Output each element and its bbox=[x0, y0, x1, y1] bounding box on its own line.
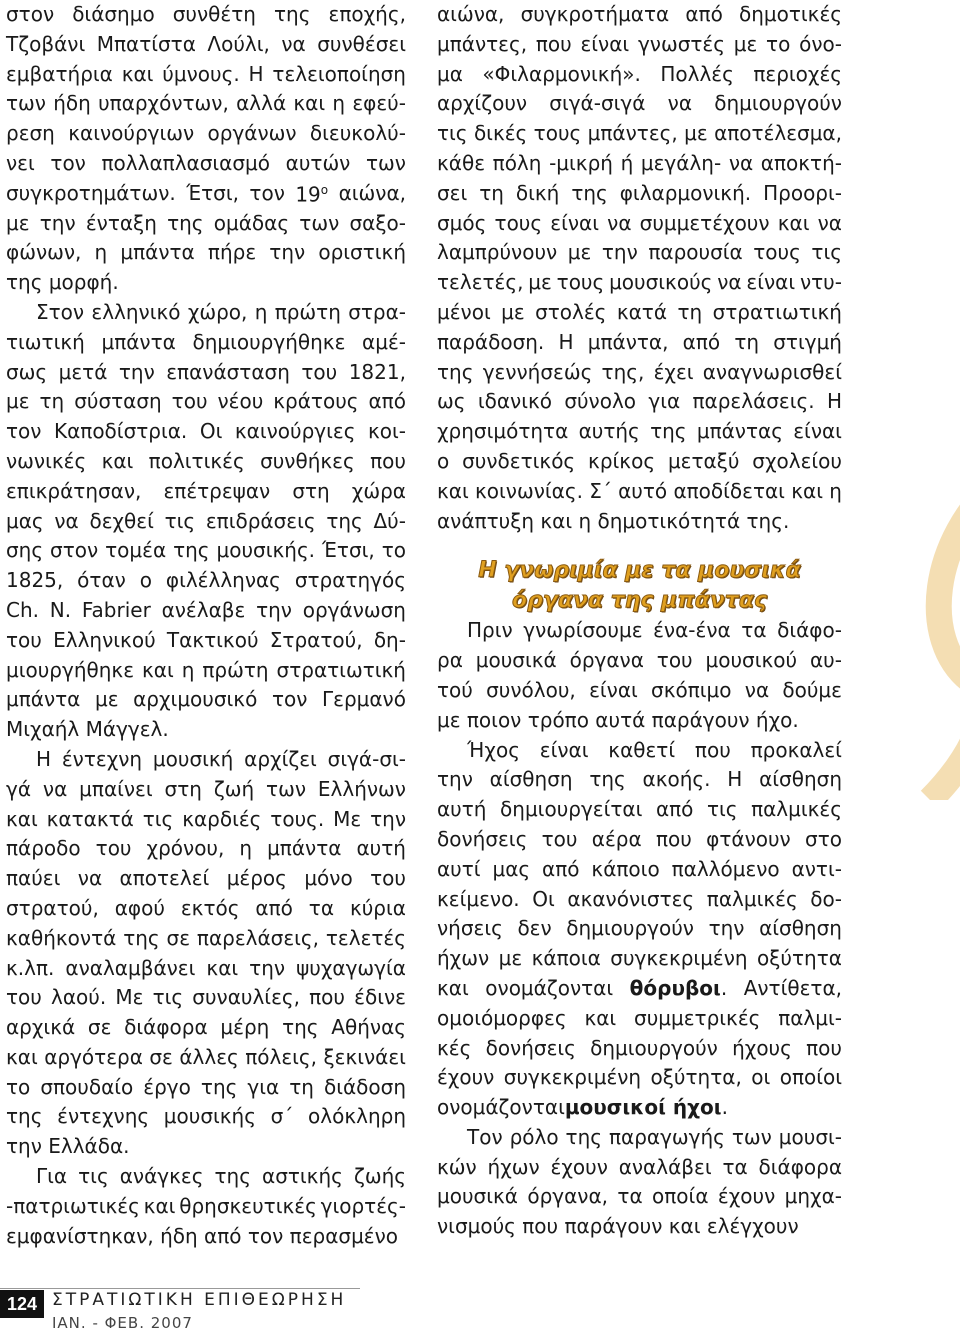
right-column-bottom-line: νήσεις δεν δημιουργούν την αίσθηση bbox=[437, 916, 842, 941]
right-column-top-line: αιώνα, συγκροτήματα από δημοτικές bbox=[437, 2, 842, 26]
left-column-line: αρχικά σε διάφορα μέρη της Αθήνας bbox=[6, 1015, 406, 1040]
left-text-column bbox=[6, 0, 406, 1251]
left-column-line: πάροδο του χρόνου, η μπάντα αυτή bbox=[6, 836, 406, 861]
left-column-line: σως μετά την επανάσταση του 1821, bbox=[6, 359, 406, 384]
left-column-line: του Ελληνικού Τακτικού Στρατού, δη- bbox=[6, 627, 406, 652]
left-column-line: ρεση καινούργιων οργάνων διευκολύ- bbox=[6, 121, 406, 146]
left-column-line: Στον ελληνικό χώρο, η πρώτη στρα- bbox=[36, 299, 406, 324]
left-column-line: εμβατήρια και ύμνους. Η τελειοποίηση bbox=[6, 61, 406, 86]
left-column-line: τον Καποδίστρια. Οι καινούργιες κοι- bbox=[6, 419, 406, 444]
right-column-bottom-line: αυτή δημιουργείται από τις παλμικές bbox=[437, 797, 842, 822]
right-column-top-line: αρχίζουν σιγά-σιγά να δημιουργούν bbox=[437, 91, 842, 116]
right-column-bottom-line: νισμούς που παράγουν και ελέγχουν bbox=[437, 1214, 799, 1239]
right-column-top-line: ως ιδανικό σύνολο για παρελάσεις. Η bbox=[437, 389, 842, 414]
left-column-line: μας να δεχθεί τις επιδράσεις της Δύ- bbox=[6, 508, 406, 533]
left-column-line: των ήδη υπαρχόντων, αλλά και η εφεύ- bbox=[6, 91, 406, 116]
left-column-line: στρατού, αφού εκτός από τα κύρια bbox=[6, 895, 406, 920]
right-column-top-line: τις δικές τους μπάντες, με αποτέλεσμα, bbox=[437, 121, 842, 146]
magazine-title: ΣΤΡΑΤΙΩΤΙΚΗ ΕΠΙΘΕΩΡΗΣΗ bbox=[52, 1290, 347, 1310]
left-column-line: φώνων, η μπάντα πήρε την οριστική bbox=[6, 240, 406, 265]
left-column-line: Μιχαήλ Μάγγελ. bbox=[6, 717, 169, 742]
left-column-line: νει τον πολλαπλασιασμό αυτών των bbox=[6, 150, 406, 175]
right-column-bottom-line: κές δονήσεις δημιουργούν ήχους που bbox=[437, 1035, 842, 1060]
decorative-swirl-graphic bbox=[910, 480, 960, 800]
left-column-line: νωνικές και πολιτικές συνθήκες που bbox=[6, 448, 406, 473]
right-column-top-line: χρησιμότητα αυτής της μπάντας είναι bbox=[437, 419, 842, 444]
right-column-top-line: ο συνδετικός κρίκος μεταξύ σχολείου bbox=[437, 448, 842, 473]
left-column-line: Η έντεχνη μουσική αρχίζει σιγά-σι- bbox=[36, 746, 406, 771]
right-column-bottom-line: κών ήχων έχουν αναλάβει τα διάφορα bbox=[437, 1154, 842, 1179]
left-column-line: επικράτησαν, επέτρεψαν στη χώρα bbox=[6, 478, 406, 503]
right-column-bottom-line: αυτί μας από κάποιο παλλόμενο αντι- bbox=[437, 856, 842, 881]
right-column-bottom-line: με ποιον τρόπο αυτά παράγουν ήχο. bbox=[437, 707, 799, 732]
left-column-line: με τη σύσταση του νέου κράτους από bbox=[6, 389, 406, 414]
right-column-top-line: ανάπτυξη και η δημοτικότητά της. bbox=[437, 508, 790, 533]
left-column-line: σης στον τομέα της μουσικής. Έτσι, το bbox=[6, 538, 406, 563]
right-text-column bbox=[437, 0, 842, 1242]
left-column-line: Για τις ανάγκες της αστικής ζωής bbox=[36, 1164, 406, 1189]
left-column-line: παύει να αποτελεί μέρος μόνο του bbox=[6, 866, 406, 891]
left-column-line: γά να μπαίνει στη ζωή των Ελλήνων bbox=[6, 776, 406, 801]
left-column-line: τιωτική μπάντα δημιουργήθηκε αμέ- bbox=[6, 329, 406, 354]
left-column-line: της έντεχνης μουσικής σ΄ ολόκληρη bbox=[6, 1104, 406, 1129]
right-column-top-line: σει τη δική της φιλαρμονική. Προορι- bbox=[437, 180, 842, 205]
right-column-bottom-line: έχουν συγκεκριμένη οξύτητα, οι οποίοι bbox=[437, 1065, 842, 1090]
left-column-line: -πατριωτικές και θρησκευτικές γιορτές- bbox=[6, 1193, 406, 1218]
left-column-line: της μορφή. bbox=[6, 270, 119, 295]
left-column-line: την Ελλάδα. bbox=[6, 1134, 130, 1159]
right-column-bottom-line: Τον ρόλο της παραγωγής των μουσι- bbox=[467, 1124, 842, 1149]
section-heading-line-1: Η γνωριμία με τα μουσικά bbox=[478, 558, 801, 584]
right-column-top-line: σμός τους είναι να συμμετέχουν και να bbox=[437, 210, 842, 235]
right-column-bottom-line: τού συνόλου, είναι σκόπιμο να δούμε bbox=[437, 677, 842, 702]
right-column-bottom-line: κείμενο. Οι ακανόνιστες παλμικές δο- bbox=[437, 886, 842, 911]
right-column-top-line: της γεννήσεώς της, έχει αναγνωρισθεί bbox=[437, 359, 842, 384]
right-column-top-line: μπάντες, που είναι γνωστές με το όνο- bbox=[437, 31, 842, 56]
left-column-line: Τζοβάνι Μπατίστα Λούλι, να συνθέσει bbox=[6, 31, 406, 56]
left-column-line: 1825, όταν ο φιλέλληνας στρατηγός bbox=[6, 568, 406, 593]
left-column-line: συγκροτημάτων. Έτσι, τον $19^o$ αιώνα, bbox=[6, 180, 406, 208]
left-column-line: και κατακτά τις καρδιές τους. Με την bbox=[6, 806, 406, 831]
right-column-top-line: κάθε πόλη -μικρή ή μεγάλη- να αποκτή- bbox=[437, 150, 842, 175]
right-column-bottom-line: ονομάζονται μουσικοί ήχοι . bbox=[437, 1095, 728, 1120]
right-column-bottom-line: Πριν γνωρίσουμε ένα-ένα τα διάφο- bbox=[467, 618, 842, 643]
right-column-bottom-line: ομοιόμορφες και συμμετρικές παλμι- bbox=[437, 1005, 842, 1030]
right-column-bottom-line: μουσικά όργανα, τα οποία έχουν μηχα- bbox=[437, 1184, 842, 1209]
right-column-bottom-line: την αίσθηση της ακοής. Η αίσθηση bbox=[437, 767, 842, 792]
page-number: 124 bbox=[0, 1290, 44, 1318]
issue-date: ΙΑΝ. - ΦΕΒ. 2007 bbox=[52, 1314, 193, 1332]
left-column-line: μπάντα με αρχιμουσικό τον Γερμανό bbox=[6, 687, 406, 712]
left-column-line: Ch. N. Fabrier ανέλαβε την οργάνωση bbox=[6, 597, 406, 622]
right-column-bottom-line: δονήσεις του αέρα που φτάνουν στο bbox=[437, 826, 842, 851]
right-column-top-line: και κοινωνίας. Σ΄ αυτό αποδίδεται και η bbox=[437, 478, 842, 503]
right-column-top-line: λαμπρύνουν με την παρουσία τους τις bbox=[437, 240, 842, 265]
right-column-top-line: μένοι με στολές κατά τη στρατιωτική bbox=[437, 299, 842, 324]
left-column-line: μιουργήθηκε και η πρώτη στρατιωτική bbox=[6, 657, 406, 682]
right-column-bottom-line: ρα μουσικά όργανα του μουσικού αυ- bbox=[437, 648, 842, 673]
section-heading-line-2: όργανα της μπάντας bbox=[511, 588, 767, 614]
left-column-line: το σπουδαίο έργο της για τη διάδοση bbox=[6, 1074, 406, 1099]
left-column-line: του λαού. Με τις συναυλίες, που έδινε bbox=[6, 985, 406, 1010]
left-column-line: στον διάσημο συνθέτη της εποχής, bbox=[6, 2, 406, 26]
right-column-bottom-line: Ήχος είναι καθετί που προκαλεί bbox=[467, 737, 842, 762]
right-column-bottom-line: ήχων με κάποια συγκεκριμένη οξύτητα bbox=[437, 946, 842, 971]
right-column-top-line: μα «Φιλαρμονική». Πολλές περιοχές bbox=[437, 61, 842, 86]
footer-rule bbox=[0, 1288, 360, 1289]
left-column-line: με την ένταξη της ομάδας των σαξο- bbox=[6, 210, 406, 235]
left-column-line: και αργότερα σε άλλες πόλεις, ξεκινάει bbox=[6, 1044, 406, 1069]
left-column-line: καθήκοντά της σε παρελάσεις, τελετές bbox=[6, 925, 406, 950]
right-column-top-line: παράδοση. Η μπάντα, από τη στιγμή bbox=[437, 329, 842, 354]
right-column-top-line: τελετές, με τους μουσικούς να είναι ντυ- bbox=[437, 270, 842, 295]
left-column-line: εμφανίστηκαν, ήδη από τον περασμένο bbox=[6, 1223, 399, 1248]
left-column-line: κ.λπ. αναλαμβάνει και την ψυχαγωγία bbox=[6, 955, 406, 980]
right-column-bottom-line: και ονομάζονται θόρυβοι. Αντίθετα, bbox=[437, 975, 842, 1000]
